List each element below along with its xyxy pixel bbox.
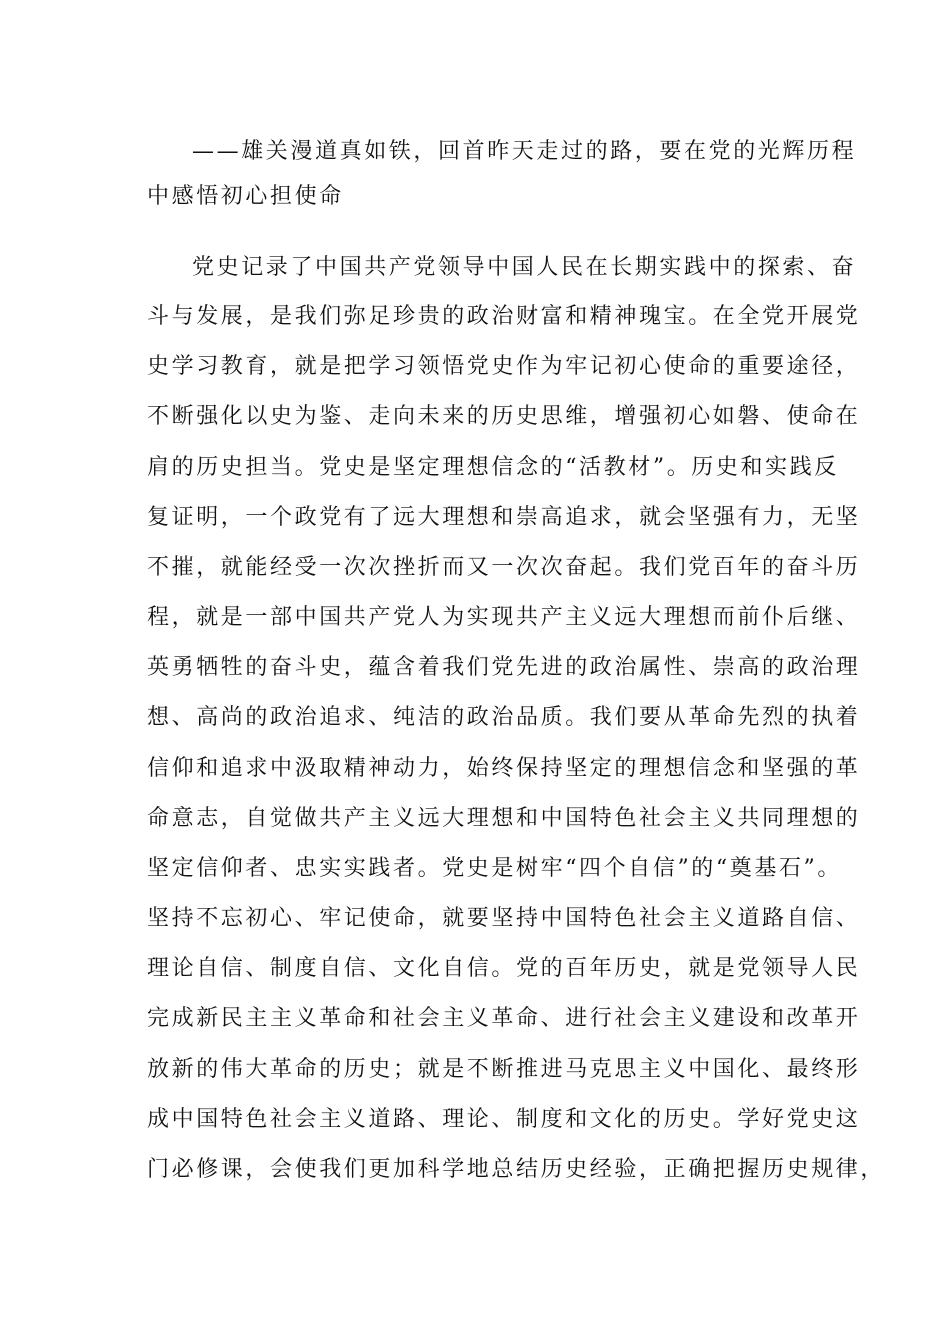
body-line-1: 党史记录了中国共产党领导中国人民在长期实践中的探索、奋 [192, 255, 857, 280]
body-line-12: 命意志，自觉做共产主义远大理想和中国特色社会主义共同理想的 [147, 806, 861, 831]
body-line-7: 不摧，就能经受一次次挫折而又一次次奋起。我们党百年的奋斗历 [147, 555, 861, 580]
body-line-11: 信仰和追求中汲取精神动力，始终保持坚定的理想信念和坚强的革 [147, 756, 861, 781]
body-line-10: 想、高尚的政治追求、纯洁的政治品质。我们要从革命先烈的执着 [147, 705, 861, 730]
body-line-15: 理论自信、制度自信、文化自信。党的百年历史，就是党领导人民 [147, 956, 861, 981]
body-line-5: 肩的历史担当。党史是坚定理想信念的“活教材”。历史和实践反 [147, 455, 839, 480]
subtitle-line-1: ——雄关漫道真如铁，回首昨天走过的路，要在党的光辉历程 [192, 139, 857, 164]
body-line-18: 成中国特色社会主义道路、理论、制度和文化的历史。学好党史这 [147, 1107, 861, 1132]
body-line-9: 英勇牺牲的奋斗史，蕴含着我们党先进的政治属性、崇高的政治理 [147, 655, 861, 680]
body-line-13: 坚定信仰者、忠实实践者。党史是树牢“四个自信”的“奠基石”。 [147, 856, 842, 881]
body-line-2: 斗与发展，是我们弥足珍贵的政治财富和精神瑰宝。在全党开展党 [147, 304, 861, 329]
body-line-14: 坚持不忘初心、牢记使命，就要坚持中国特色社会主义道路自信、 [147, 906, 861, 931]
body-line-17: 放新的伟大革命的历史；就是不断推进马克思主义中国化、最终形 [147, 1057, 861, 1082]
body-line-4: 不断强化以史为鉴、走向未来的历史思维，增强初心如磐、使命在 [147, 404, 861, 429]
body-line-16: 完成新民主主义革命和社会主义革命、进行社会主义建设和改革开 [147, 1006, 861, 1031]
subtitle-line-2: 中感悟初心担使命 [147, 184, 344, 209]
body-line-19: 门必修课，会使我们更加科学地总结历史经验，正确把握历史规律， [147, 1157, 886, 1182]
body-line-6: 复证明，一个政党有了远大理想和崇高追求，就会坚强有力，无坚 [147, 505, 861, 530]
body-line-8: 程，就是一部中国共产党人为实现共产主义远大理想而前仆后继、 [147, 605, 861, 630]
body-line-3: 史学习教育，就是把学习领悟党史作为牢记初心使命的重要途径， [147, 354, 861, 379]
